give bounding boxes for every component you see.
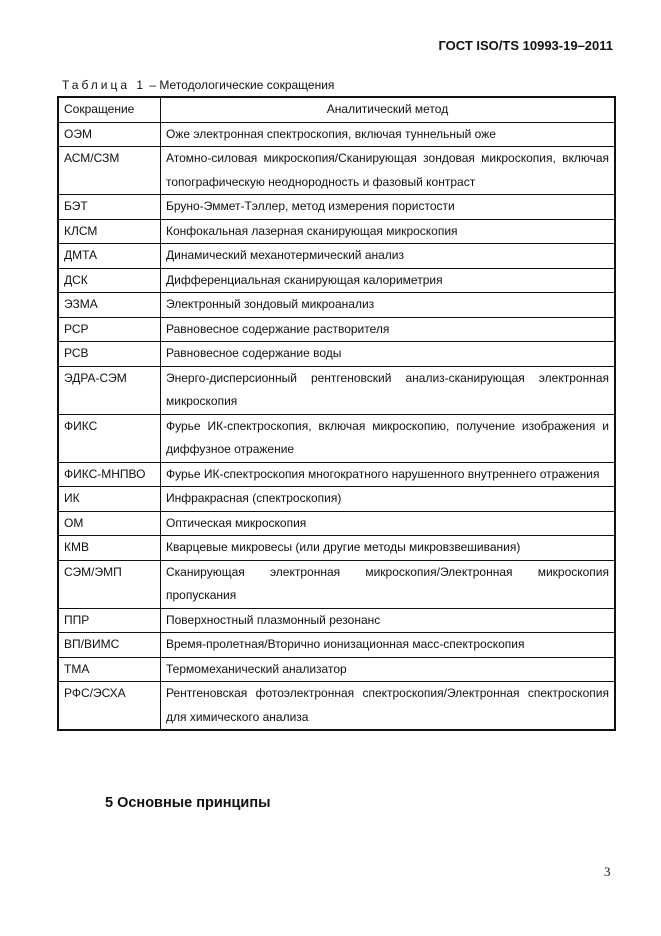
abbreviation-cell: ФИКС <box>58 414 161 462</box>
abbreviation-cell: ОМ <box>58 511 161 536</box>
abbreviation-cell: ДСК <box>58 268 161 293</box>
table-row <box>58 147 615 195</box>
table-header-row <box>58 97 615 122</box>
table-row <box>58 317 615 342</box>
table-row <box>58 633 615 658</box>
table-row <box>58 195 615 220</box>
method-cell: Равновесное содержание растворителя <box>161 317 616 342</box>
abbreviation-cell: ППР <box>58 608 161 633</box>
method-cell: Сканирующая электронная микроскопия/Электронная микроскопия пропускания <box>161 560 616 608</box>
abbreviation-cell: СЭМ/ЭМП <box>58 560 161 608</box>
method-cell: Фурье ИК-спектроскопия многократного нарушенного внутреннего отражения <box>161 462 616 487</box>
method-cell: Энерго-дисперсионный рентгеновский анализ-сканирующая электронная микроскопия <box>161 366 616 414</box>
abbreviation-cell: ЭДРА-СЭМ <box>58 366 161 414</box>
abbreviations-table <box>57 96 616 731</box>
abbreviation-cell: ФИКС-МНПВО <box>58 462 161 487</box>
method-cell: Термомеханический анализатор <box>161 657 616 682</box>
method-cell: Дифференциальная сканирующая калориметрия <box>161 268 616 293</box>
abbreviation-cell: БЭТ <box>58 195 161 220</box>
abbreviation-cell: ВП/ВИМС <box>58 633 161 658</box>
method-cell: Равновесное содержание воды <box>161 342 616 367</box>
page-number: 3 <box>604 864 611 879</box>
table-row <box>58 487 615 512</box>
method-cell: Конфокальная лазерная сканирующая микроскопия <box>161 219 616 244</box>
method-cell: Оптическая микроскопия <box>161 511 616 536</box>
abbreviation-cell: ТМА <box>58 657 161 682</box>
table-row <box>58 268 615 293</box>
section-heading: 5 Основные принципы <box>105 795 271 811</box>
document-code: ГОСТ ISO/TS 10993-19–2011 <box>438 38 613 53</box>
table-row <box>58 342 615 367</box>
table-caption <box>62 78 334 92</box>
method-cell: Кварцевые микровесы (или другие методы микровзвешивания) <box>161 536 616 561</box>
method-cell: Бруно-Эммет-Тэллер, метод измерения пористости <box>161 195 616 220</box>
method-cell: Динамический механотермический анализ <box>161 244 616 269</box>
abbreviation-cell: ДМТА <box>58 244 161 269</box>
method-cell: Рентгеновская фотоэлектронная спектроскопия/Электронная спектроскопия для химического анализа <box>161 682 616 731</box>
column-header-abbreviation: Сокращение <box>58 97 161 122</box>
abbreviation-cell: ИК <box>58 487 161 512</box>
table-row <box>58 560 615 608</box>
table-row <box>58 244 615 269</box>
method-cell: Время-пролетная/Вторично ионизационная масс-спектроскопия <box>161 633 616 658</box>
abbreviation-cell: ОЭМ <box>58 122 161 147</box>
table-row <box>58 122 615 147</box>
table-caption-label: Таблица 1 <box>62 78 147 92</box>
table-row <box>58 657 615 682</box>
method-cell: Фурье ИК-спектроскопия, включая микроскопию, получение изображения и диффузное отражение <box>161 414 616 462</box>
abbreviation-cell: РСР <box>58 317 161 342</box>
abbreviation-cell: РФС/ЭСХА <box>58 682 161 731</box>
method-cell: Оже электронная спектроскопия, включая туннельный оже <box>161 122 616 147</box>
method-cell: Атомно-силовая микроскопия/Сканирующая зондовая микроскопия, включая топографическую неоднородность и фазовый контраст <box>161 147 616 195</box>
table-row <box>58 536 615 561</box>
table-row <box>58 293 615 318</box>
table-row <box>58 462 615 487</box>
abbreviation-cell: РСВ <box>58 342 161 367</box>
method-cell: Инфракрасная (спектроскопия) <box>161 487 616 512</box>
abbreviation-cell: КЛСМ <box>58 219 161 244</box>
abbreviation-cell: АСМ/СЗМ <box>58 147 161 195</box>
table-row <box>58 682 615 731</box>
table-row <box>58 511 615 536</box>
table-row <box>58 366 615 414</box>
method-cell: Электронный зондовый микроанализ <box>161 293 616 318</box>
abbreviation-cell: КМВ <box>58 536 161 561</box>
table-row <box>58 608 615 633</box>
table-row <box>58 414 615 462</box>
method-cell: Поверхностный плазмонный резонанс <box>161 608 616 633</box>
abbreviation-cell: ЭЗМА <box>58 293 161 318</box>
table-row <box>58 219 615 244</box>
table-caption-text: – Методологические сокращения <box>146 78 335 92</box>
column-header-method: Аналитический метод <box>161 97 616 122</box>
